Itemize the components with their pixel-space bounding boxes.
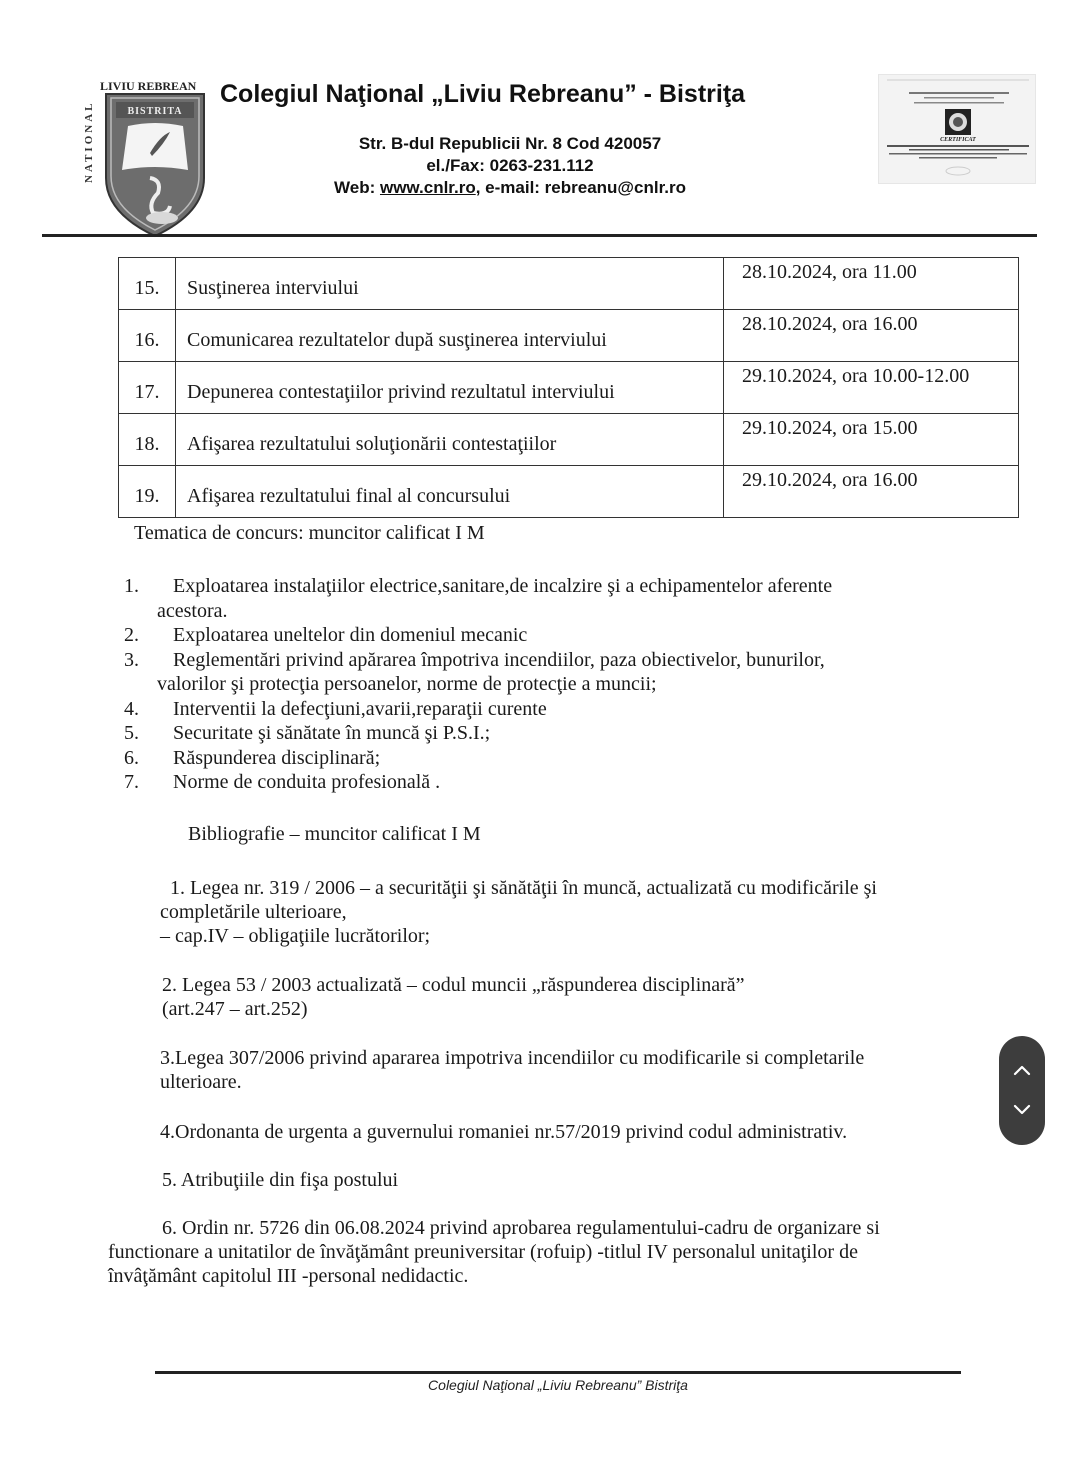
table-row xyxy=(119,310,1019,362)
school-crest-logo xyxy=(78,78,208,238)
item-text: Exploatarea uneltelor din domeniul mecanic xyxy=(173,624,528,646)
bib-line: completările ulterioare, xyxy=(160,901,347,923)
web-label: Web: xyxy=(334,178,380,197)
list-item xyxy=(124,697,924,722)
chevron-up-icon xyxy=(1012,1064,1032,1076)
item-number: 2. xyxy=(124,624,139,646)
row-date: 29.10.2024, ora 15.00 xyxy=(724,414,1019,466)
footer-divider xyxy=(155,1371,961,1374)
row-date: 28.10.2024, ora 16.00 xyxy=(724,310,1019,362)
item-number: 5. xyxy=(124,722,139,744)
logo-top-text: LIVIU REBREAN xyxy=(100,79,197,93)
phone-text: el./Fax: 0263-231.112 xyxy=(426,156,594,175)
row-description: Depunerea contestaţiilor privind rezultatul interviului xyxy=(176,362,724,414)
previous-page-button[interactable] xyxy=(999,1048,1045,1092)
item-number: 6. xyxy=(124,746,139,769)
website-link[interactable]: www.cnlr.ro xyxy=(379,178,476,197)
footer-text: Colegiul Naţional „Liviu Rebreanu” Bistriţa xyxy=(428,1377,688,1393)
item-number: 3. xyxy=(124,648,139,671)
tematica-heading: Tematica de concurs: muncitor calificat I M xyxy=(134,522,485,544)
row-date: 28.10.2024, ora 11.00 xyxy=(724,258,1019,310)
table-row xyxy=(119,258,1019,310)
certificate-label: CERTIFICAT xyxy=(940,137,976,143)
row-date: 29.10.2024, ora 16.00 xyxy=(724,466,1019,518)
item-text: Răspunderea disciplinară; xyxy=(173,746,381,769)
list-item xyxy=(124,770,924,795)
bib-line: 3.Legea 307/2006 privind apararea impotriva incendiilor cu modificarile si completarile xyxy=(160,1047,865,1069)
bib-line: ulterioare. xyxy=(160,1071,242,1093)
table-row xyxy=(119,362,1019,414)
item-number: 1. xyxy=(124,575,139,597)
bib-line: – cap.IV – obligaţiile lucrătorilor; xyxy=(160,925,431,947)
next-page-button[interactable] xyxy=(999,1088,1045,1132)
bib-line: 6. Ordin nr. 5726 din 06.08.2024 privind aprobarea regulamentului-cadru de organizare si xyxy=(162,1217,880,1239)
bib-line: 2. Legea 53 / 2003 actualizată – codul muncii „răspunderea disciplinară” xyxy=(162,974,745,996)
item-number: 7. xyxy=(124,771,139,793)
item-text-continued: valorilor şi protecţia persoanelor, norme de protecţie a muncii; xyxy=(157,673,657,695)
item-text: Reglementări privind apărarea împotriva incendiilor, paza obiectivelor, bunurilor, xyxy=(173,648,825,671)
bibliografie-heading: Bibliografie – muncitor calificat I M xyxy=(188,823,481,845)
item-text-continued: acestora. xyxy=(157,599,228,622)
bib-line: functionare a unitatilor de învăţământ preuniversitar (rofuip) -titlul IV personalul unitaţilor de xyxy=(108,1241,858,1263)
bib-line: (art.247 – art.252) xyxy=(162,998,308,1020)
contact-block xyxy=(300,133,720,199)
row-number: 16. xyxy=(119,310,176,362)
row-description: Comunicarea rezultatelor după susţinerea interviului xyxy=(176,310,724,362)
row-description: Afişarea rezultatului soluţionării contestaţiilor xyxy=(176,414,724,466)
row-number: 15. xyxy=(119,258,176,310)
page-navigation-control xyxy=(999,1036,1045,1145)
tematica-list xyxy=(124,574,924,795)
item-number: 4. xyxy=(124,697,139,720)
list-item xyxy=(124,648,924,697)
bibliography-item xyxy=(160,1046,864,1094)
web-email-line xyxy=(300,177,720,199)
school-name-title: Colegiul Naţional „Liviu Rebreanu” - Bistriţa xyxy=(220,80,746,108)
table-row xyxy=(119,414,1019,466)
bib-line: 4.Ordonanta de urgenta a guvernului romaniei nr.57/2019 privind codul administrativ. xyxy=(160,1121,848,1143)
bib-line: învâţământ capitolul III -personal nedidactic. xyxy=(108,1265,469,1287)
item-text: Interventii la defecţiuni,avarii,reparaţii curente xyxy=(173,697,547,720)
item-text: Norme de conduita profesională . xyxy=(173,771,441,793)
row-date: 29.10.2024, ora 10.00-12.00 xyxy=(724,362,1019,414)
row-description: Afişarea rezultatului final al concursului xyxy=(176,466,724,518)
bib-line: 5. Atribuţiile din fişa postului xyxy=(162,1169,399,1191)
header-divider xyxy=(42,234,1037,237)
chevron-down-icon xyxy=(1012,1104,1032,1116)
bibliography-item xyxy=(160,876,877,948)
address-text: Str. B-dul Republicii Nr. 8 Cod 420057 xyxy=(358,134,662,153)
item-text: Exploatarea instalaţiilor electrice,sanitare,de incalzire şi a echipamentelor aferente xyxy=(173,575,833,597)
list-item xyxy=(124,574,924,623)
list-item xyxy=(124,623,924,648)
list-item xyxy=(124,746,924,771)
table-row xyxy=(119,466,1019,518)
row-number: 18. xyxy=(119,414,176,466)
bibliography-item xyxy=(108,1216,880,1288)
email-text: , e-mail: rebreanu@cnlr.ro xyxy=(475,178,686,197)
row-description: Susţinerea interviului xyxy=(176,258,724,310)
bibliography-item xyxy=(162,973,745,1021)
row-number: 19. xyxy=(119,466,176,518)
bibliography-item xyxy=(160,1120,847,1144)
logo-side-text: NATIONAL xyxy=(83,100,95,183)
schedule-table xyxy=(118,257,1019,518)
bibliography-item xyxy=(162,1168,398,1192)
item-text: Securitate şi sănătate în muncă şi P.S.I.; xyxy=(173,722,491,744)
list-item xyxy=(124,721,924,746)
certificate-image xyxy=(878,74,1036,184)
logo-banner-text: BISTRITA xyxy=(127,106,183,117)
bib-line: 1. Legea nr. 319 / 2006 – a securităţii şi sănătăţii în muncă, actualizată cu modificările şi xyxy=(170,877,877,899)
row-number: 17. xyxy=(119,362,176,414)
